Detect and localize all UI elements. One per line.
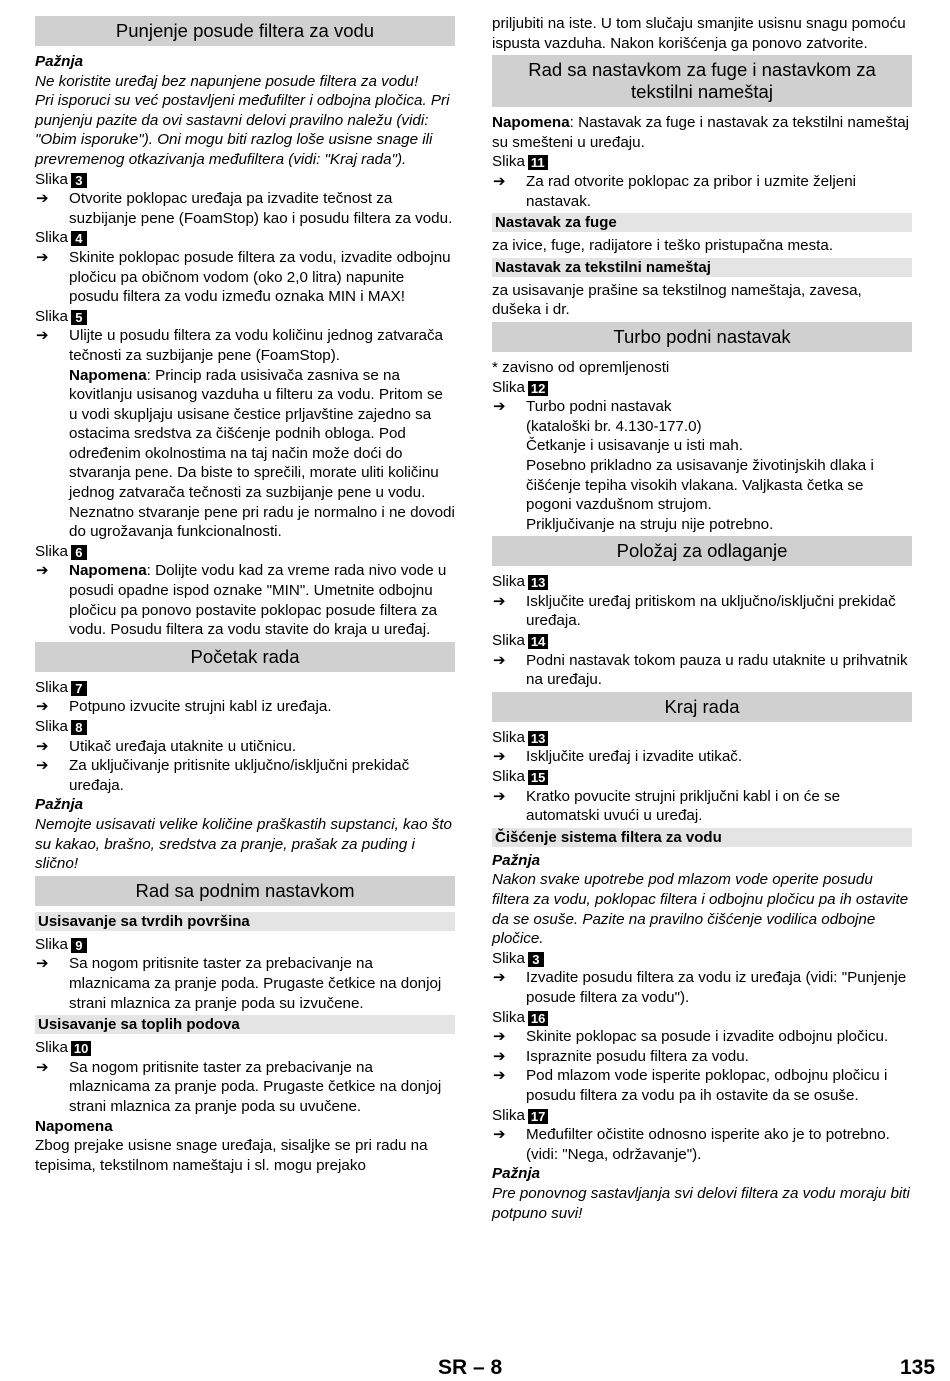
figure-number-badge: 12 [528,381,548,396]
right-column [492,14,912,1223]
arrow-right-icon: ➔ [36,698,49,716]
arrow-right-icon: ➔ [493,1067,506,1085]
step-text: Izvadite posudu filtera za vodu iz uređaja (vidi: "Punjenje posude filtera za vodu"). [526,969,907,1006]
step-text: Sa nogom pritisnite taster za prebacivanje na mlaznicama za pranje poda. Prugaste četkice na donjoj strani mlaznica za pranje poda su izvučene. [69,955,442,1012]
figure-number-badge: 6 [71,545,87,560]
instruction-step [492,1125,912,1145]
step-text: Ispraznite posudu filtera za vodu. [526,1047,749,1065]
figure-label: Slika [492,378,525,396]
figure-reference [35,717,455,737]
caution-label: Pažnja [492,851,541,869]
instruction-step [35,326,455,365]
caution-text: Ne koristite uređaj bez napunjene posude filtera za vodu! [35,72,419,90]
instruction-step [492,747,912,767]
subsection-heading: Nastavak za tekstilni nameštaj [492,258,912,277]
figure-label: Slika [35,170,68,188]
figure-label: Slika [492,1106,525,1124]
figure-reference [35,170,455,190]
instruction-step [35,189,455,228]
step-text: Utikač uređaja utaknite u utičnicu. [69,737,297,755]
instruction-step [492,1066,912,1105]
figure-label: Slika [492,632,525,650]
figure-number-badge: 5 [71,310,87,325]
caution-label: Pažnja [492,1165,541,1183]
instruction-step [492,787,912,826]
figure-label: Slika [35,307,68,325]
instruction-step [492,1027,912,1047]
step-text: Skinite poklopac posude filtera za vodu, izvadite odbojnu pločicu pa običnom vodom (oko 2,0 litra) napunite posudu filtera za vodu između oznaka MIN i MAX! [69,248,451,306]
section-heading: Kraj rada [492,692,912,722]
step-continuation [492,456,912,515]
instruction-step [35,756,455,795]
figure-number-badge: 7 [71,681,87,696]
paragraph: * zavisno od opremljenosti [492,358,670,376]
caution-label: Pažnja [35,53,84,70]
step-continuation [492,515,912,535]
step-text: Turbo podni nastavak [526,398,672,416]
instruction-step [492,592,912,631]
note-label: Napomena [35,1117,113,1135]
figure-label: Slika [35,542,68,560]
step-continuation [492,417,912,437]
subsection-heading: Nastavak za fuge [492,213,912,232]
figure-label: Slika [492,1008,525,1026]
paragraph: za ivice, fuge, radijatore i teško pristupačna mesta. [492,237,834,255]
figure-number-badge: 13 [528,575,548,590]
figure-label: Slika [492,768,525,786]
step-continuation [35,366,455,542]
arrow-right-icon: ➔ [36,327,49,345]
note-label: Napomena [69,562,147,580]
figure-reference [35,678,455,698]
instruction-step [35,561,455,639]
paragraph: priljubiti na iste. U tom slučaju smanjite usisnu snagu pomoću ispusta vazduha. Nakon korišćenja ga ponovo zatvorite. [492,15,906,52]
arrow-right-icon: ➔ [493,1126,506,1144]
arrow-right-icon: ➔ [36,562,49,580]
figure-reference [492,152,912,172]
arrow-right-icon: ➔ [36,1058,49,1076]
figure-number-badge: 9 [71,938,87,953]
figure-label: Slika [492,949,525,967]
step-continuation [492,1145,912,1165]
instruction-step [492,968,912,1007]
step-text: Ulijte u posudu filtera za vodu količinu jednog zatvarača tečnosti za suzbijanje pene (FoamStop). [69,327,443,364]
figure-reference [492,1008,912,1028]
arrow-right-icon: ➔ [493,651,506,669]
instruction-step [35,737,455,757]
figure-number-badge: 8 [71,720,87,735]
arrow-right-icon: ➔ [493,1028,506,1046]
left-column [35,14,455,1175]
figure-label: Slika [492,573,525,591]
step-text: Isključite uređaj i izvadite utikač. [526,748,743,766]
section-heading: Početak rada [35,642,455,672]
step-text: Međufilter očistite odnosno isperite ako je to potrebno. [526,1126,890,1144]
step-text: Otvorite poklopac uređaja pa izvadite tečnost za suzbijanje pene (FoamStop) kao i posudu filtera za vodu. [69,190,453,227]
instruction-step [492,651,912,690]
figure-reference [492,378,912,398]
figure-number-badge: 17 [528,1109,548,1124]
figure-number-badge: 10 [71,1041,91,1056]
instruction-step [35,248,455,307]
figure-reference [492,767,912,787]
section-heading: Rad sa podnim nastavkom [35,876,455,906]
instruction-step [35,697,455,717]
arrow-right-icon: ➔ [493,1047,506,1065]
arrow-right-icon: ➔ [493,787,506,805]
caution-text: Pri isporuci su već postavljeni međufilter i odbojna pločica. Pri punjenju pazite da ovi sastavni delovi pravilno naležu (vidi: "Obim isporuke"). Oni mogu biti razlog loše usisne snage ili prevremenog otkazivanja međufiltera (vidi: "Kraj rada"). [35,92,450,168]
section-page-label: SR – 8 [438,1356,503,1379]
arrow-right-icon: ➔ [493,398,506,416]
arrow-right-icon: ➔ [36,757,49,775]
paragraph: za usisavanje prašine sa tekstilnog nameštaja, zavesa, dušeka i dr. [492,281,862,319]
caution-text: Nemojte usisavati velike količine praškastih supstanci, kao što su kakao, brašno, sredstva za pranje, prašak za puding i slično! [35,815,453,873]
figure-reference [492,1106,912,1126]
step-text: : Dolijte vodu kad za vreme rada nivo vode u posudi opadne ispod oznake "MIN". Umetnite odbojnu pločicu pa ponovo postavite poklopac posude filtera za vodu. Posudu filtera za vodu stavite do kraja u uređaj. [69,562,447,639]
figure-label: Slika [35,229,68,247]
step-text: Posebno prikladno za usisavanje životinjskih dlaka i čišćenje tepiha visokih vlakana. Valjkasta četka se pogoni vazdušnom strujom. [526,456,874,514]
instruction-step [492,172,912,211]
arrow-right-icon: ➔ [36,955,49,973]
step-continuation [492,436,912,456]
caution-text: Pre ponovnog sastavljanja svi delovi filtera za vodu moraju biti potpuno suvi! [492,1184,910,1222]
figure-reference [35,542,455,562]
paragraph: Zbog prejake usisne snage uređaja, sisaljke se pri radu na tepisima, tekstilnom nameštaju i sl. mogu prejako [35,1137,428,1174]
step-text: Pod mlazom vode isperite poklopac, odbojnu pločicu i posudu filtera za vodu pa ih ostavite da se osuše. [526,1067,888,1104]
step-text: Za rad otvorite poklopac za pribor i uzmite željeni nastavak. [526,172,857,210]
step-text: Isključite uređaj pritiskom na uključno/isključni prekidač uređaja. [526,592,896,630]
arrow-right-icon: ➔ [36,737,49,755]
arrow-right-icon: ➔ [493,969,506,987]
figure-number-badge: 3 [71,173,87,188]
figure-reference [35,307,455,327]
figure-reference [35,228,455,248]
step-text: Priključivanje na struju nije potrebno. [526,515,774,533]
instruction-step [492,397,912,417]
step-text: Sa nogom pritisnite taster za prebacivanje na mlaznicama za pranje poda. Prugaste četkice na donjoj strani mlaznica za pranje poda su uvučene. [69,1058,442,1115]
step-text: (kataloški br. 4.130-177.0) [526,417,702,435]
figure-label: Slika [35,678,68,696]
note-label: Napomena [69,366,147,384]
step-text: Podni nastavak tokom pauza u radu utaknite u prihvatnik na uređaju. [526,651,908,689]
subsection-heading: Čišćenje sistema filtera za vodu [492,828,912,847]
step-text: Potpuno izvucite strujni kabl iz uređaja. [69,698,332,716]
note-text: : Nastavak za fuge i nastavak za tekstilni nameštaj su smešteni u uređaju. [492,114,910,151]
figure-reference [492,572,912,592]
figure-number-badge: 16 [528,1011,548,1026]
figure-reference [492,728,912,748]
step-text: Za uključivanje pritisnite uključno/isključni prekidač uređaja. [69,757,410,794]
step-text: Skinite poklopac sa posude i izvadite odbojnu pločicu. [526,1028,889,1046]
figure-number-badge: 3 [528,952,544,967]
step-text: Četkanje i usisavanje u isti mah. [526,437,743,455]
figure-number-badge: 14 [528,634,548,649]
subsection-heading: Usisavanje sa toplih podova [35,1015,455,1034]
figure-reference [492,631,912,651]
section-heading: Punjenje posude filtera za vodu [35,16,455,46]
subsection-heading: Usisavanje sa tvrdih površina [35,912,455,931]
figure-label: Slika [35,935,68,953]
figure-number-badge: 11 [528,155,548,170]
step-text: (vidi: "Nega, održavanje"). [526,1145,702,1163]
section-heading: Rad sa nastavkom za fuge i nastavkom za tekstilni nameštaj [492,55,912,107]
figure-number-badge: 15 [528,770,548,785]
figure-label: Slika [492,728,525,746]
instruction-step [492,1047,912,1067]
figure-reference [35,1038,455,1058]
figure-label: Slika [35,1039,68,1057]
section-heading: Položaj za odlaganje [492,536,912,566]
step-text: Kratko povucite strujni priključni kabl i on će se automatski uvući u uređaj. [526,787,841,825]
step-text: : Princip rada usisivača zasniva se na kovitlanju usisanog vazduha u filteru za vodu. Pritom se u vodi skupljaju usisane čestice prljavštine zajedno sa ostacima sredstva za čišćenje podnih obloga. Pod određenim okolnostima na taj način može doći do stvaranja pene. Da biste to sprečili, morate uliti količinu jednog zatvarača tečnosti za suzbijanje pene u vodu. Neznatno stvaranje pene pri radu je normalno i ne dovodi do ugrožavanja funkcionalnosti. [69,366,455,541]
arrow-right-icon: ➔ [493,748,506,766]
figure-label: Slika [492,153,525,171]
page-number: 135 [900,1356,936,1379]
caution-text: Nakon svake upotrebe pod mlazom vode operite posudu filtera za vodu, poklopac filtera i odbojnu pločicu pa ih ostavite da se osuše. Pazite na pravilno čišćenje vodilica odbojne pločice. [492,871,909,948]
instruction-step [35,954,455,1013]
figure-number-badge: 13 [528,731,548,746]
figure-number-badge: 4 [71,231,87,246]
arrow-right-icon: ➔ [36,190,49,208]
arrow-right-icon: ➔ [493,592,506,610]
instruction-step [35,1058,455,1117]
figure-label: Slika [35,718,68,735]
note-label: Napomena [492,114,570,132]
section-heading: Turbo podni nastavak [492,322,912,352]
figure-reference [492,949,912,969]
arrow-right-icon: ➔ [493,172,506,190]
figure-reference [35,935,455,955]
caution-label: Pažnja [35,796,84,814]
note-paragraph [492,113,912,152]
arrow-right-icon: ➔ [36,248,49,266]
